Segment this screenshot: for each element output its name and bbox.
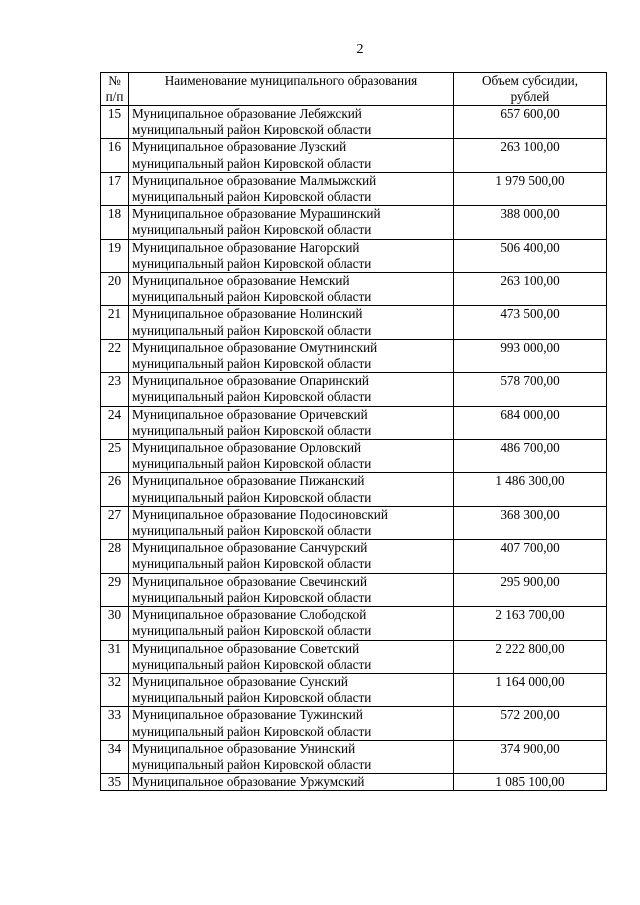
table-row xyxy=(101,573,607,606)
row-name xyxy=(129,172,454,205)
row-name-line2: муниципальный район Кировской области xyxy=(132,389,372,405)
table-row xyxy=(101,473,607,506)
row-number: 29 xyxy=(101,573,129,606)
row-amount: 657 600,00 xyxy=(454,106,607,139)
row-name-line1: Муниципальное образование Сунский xyxy=(132,673,348,689)
table-row xyxy=(101,206,607,239)
row-amount: 2 163 700,00 xyxy=(454,607,607,640)
row-number: 15 xyxy=(101,106,129,139)
row-name-line2: муниципальный район Кировской области xyxy=(132,723,372,739)
row-amount: 2 222 800,00 xyxy=(454,640,607,673)
table-row xyxy=(101,306,607,339)
table-body xyxy=(101,106,607,791)
table-row xyxy=(101,373,607,406)
row-name-line2: муниципальный район Кировской области xyxy=(132,189,372,205)
row-number: 18 xyxy=(101,206,129,239)
row-amount: 407 700,00 xyxy=(454,540,607,573)
row-amount: 506 400,00 xyxy=(454,239,607,272)
table-row xyxy=(101,774,607,791)
row-amount: 1 486 300,00 xyxy=(454,473,607,506)
header-num-line1: № xyxy=(108,73,121,88)
row-name xyxy=(129,640,454,673)
header-amount-line2: рублей xyxy=(510,89,550,104)
row-name-line1: Муниципальное образование Оричевский xyxy=(132,406,368,422)
row-number: 27 xyxy=(101,506,129,539)
row-name xyxy=(129,707,454,740)
row-amount: 486 700,00 xyxy=(454,440,607,473)
row-number: 19 xyxy=(101,239,129,272)
row-number: 28 xyxy=(101,540,129,573)
row-number: 23 xyxy=(101,373,129,406)
row-name-line1: Муниципальное образование Мурашинский xyxy=(132,206,381,222)
table-row xyxy=(101,172,607,205)
row-name-line1: Муниципальное образование Опаринский xyxy=(132,373,369,389)
row-name xyxy=(129,607,454,640)
table-row xyxy=(101,339,607,372)
table-row xyxy=(101,406,607,439)
row-number: 24 xyxy=(101,406,129,439)
row-name xyxy=(129,540,454,573)
row-name xyxy=(129,139,454,172)
page-number: 2 xyxy=(356,42,364,57)
header-amount-line1: Объем субсидии, xyxy=(481,73,579,88)
table-row xyxy=(101,239,607,272)
row-name-line2: муниципальный район Кировской области xyxy=(132,756,372,772)
row-name-line1: Муниципальное образование Лебяжский xyxy=(132,106,362,121)
row-amount: 295 900,00 xyxy=(454,573,607,606)
row-name-line2: муниципальный район Кировской области xyxy=(132,122,372,138)
header-amount xyxy=(454,73,607,106)
row-amount: 1 979 500,00 xyxy=(454,172,607,205)
row-name-line1: Муниципальное образование Малмыжский xyxy=(132,172,377,188)
row-name-line2: муниципальный район Кировской области xyxy=(132,155,372,171)
row-name-line1: Муниципальное образование Свечинский xyxy=(132,573,368,589)
table-row xyxy=(101,707,607,740)
table-row xyxy=(101,106,607,139)
row-amount: 684 000,00 xyxy=(454,406,607,439)
row-name-line1: Муниципальное образование Немский xyxy=(132,273,350,289)
table-row xyxy=(101,673,607,706)
row-number: 30 xyxy=(101,607,129,640)
row-name xyxy=(129,673,454,706)
row-number: 16 xyxy=(101,139,129,172)
row-name xyxy=(129,406,454,439)
row-amount: 473 500,00 xyxy=(454,306,607,339)
row-name-line2: муниципальный район Кировской области xyxy=(132,489,372,505)
row-name-line1: Муниципальное образование Унинский xyxy=(132,740,356,756)
row-name-line1: Муниципальное образование Омутнинский xyxy=(132,339,378,355)
row-number: 26 xyxy=(101,473,129,506)
row-name-line2: муниципальный район Кировской области xyxy=(132,589,372,605)
row-number: 31 xyxy=(101,640,129,673)
table-row xyxy=(101,640,607,673)
row-amount: 368 300,00 xyxy=(454,506,607,539)
row-number: 22 xyxy=(101,339,129,372)
row-amount: 578 700,00 xyxy=(454,373,607,406)
row-name-line1: Муниципальное образование Подосиновский xyxy=(132,506,388,522)
table-header xyxy=(101,73,607,106)
row-name xyxy=(129,339,454,372)
row-name xyxy=(129,373,454,406)
table-row xyxy=(101,440,607,473)
row-name-line2: муниципальный район Кировской области xyxy=(132,456,372,472)
row-number: 35 xyxy=(101,774,129,791)
row-name-line2: муниципальный район Кировской области xyxy=(132,422,372,438)
row-name xyxy=(129,306,454,339)
row-number: 25 xyxy=(101,440,129,473)
row-number: 34 xyxy=(101,740,129,773)
row-amount: 572 200,00 xyxy=(454,707,607,740)
row-name xyxy=(129,106,454,139)
row-number: 20 xyxy=(101,273,129,306)
table-row xyxy=(101,506,607,539)
row-amount: 1 085 100,00 xyxy=(454,774,607,791)
row-number: 17 xyxy=(101,172,129,205)
subsidy-table xyxy=(100,72,607,791)
row-name-line1: Муниципальное образование Пижанский xyxy=(132,473,365,489)
row-number: 32 xyxy=(101,673,129,706)
row-name-line2: муниципальный район Кировской области xyxy=(132,356,372,372)
row-name xyxy=(129,506,454,539)
row-name-line1: Муниципальное образование Лузский xyxy=(132,139,347,155)
row-name-line1: Муниципальное образование Тужинский xyxy=(132,707,363,723)
table-row xyxy=(101,540,607,573)
row-name-line1: Муниципальное образование Нолинский xyxy=(132,306,363,322)
header-num-line2: п/п xyxy=(105,89,124,104)
row-name-line1: Муниципальное образование Санчурский xyxy=(132,540,368,556)
row-name xyxy=(129,573,454,606)
row-name-line2: муниципальный район Кировской области xyxy=(132,656,372,672)
row-amount: 388 000,00 xyxy=(454,206,607,239)
row-name-line1: Муниципальное образование Орловский xyxy=(132,440,362,456)
table-row xyxy=(101,607,607,640)
row-name-line1: Муниципальное образование Советский xyxy=(132,640,360,656)
row-name xyxy=(129,774,454,791)
row-name-line2: муниципальный район Кировской области xyxy=(132,623,372,639)
row-number: 21 xyxy=(101,306,129,339)
row-name-line2: муниципальный район Кировской области xyxy=(132,222,372,238)
row-amount: 1 164 000,00 xyxy=(454,673,607,706)
row-amount: 374 900,00 xyxy=(454,740,607,773)
row-name-line2: муниципальный район Кировской области xyxy=(132,289,372,305)
header-name xyxy=(129,73,454,106)
row-amount: 993 000,00 xyxy=(454,339,607,372)
row-name-line2: муниципальный район Кировской области xyxy=(132,556,372,572)
row-name-line2: муниципальный район Кировской области xyxy=(132,255,372,271)
header-num xyxy=(101,73,129,106)
row-name xyxy=(129,740,454,773)
row-name xyxy=(129,440,454,473)
row-amount: 263 100,00 xyxy=(454,139,607,172)
row-name xyxy=(129,206,454,239)
row-name-line1: Муниципальное образование Уржумский xyxy=(132,774,365,790)
row-number: 33 xyxy=(101,707,129,740)
table-row xyxy=(101,139,607,172)
row-name xyxy=(129,473,454,506)
row-name-line2: муниципальный район Кировской области xyxy=(132,690,372,706)
row-name-line1: Муниципальное образование Слободской xyxy=(132,607,367,623)
row-name-line1: Муниципальное образование Нагорский xyxy=(132,239,360,255)
row-name xyxy=(129,239,454,272)
table-row xyxy=(101,273,607,306)
row-name-line2: муниципальный район Кировской области xyxy=(132,523,372,539)
row-name xyxy=(129,273,454,306)
header-row xyxy=(101,73,607,106)
row-amount: 263 100,00 xyxy=(454,273,607,306)
header-name-text: Наименование муниципального образования xyxy=(164,73,418,88)
table-row xyxy=(101,740,607,773)
row-name-line2: муниципальный район Кировской области xyxy=(132,322,372,338)
